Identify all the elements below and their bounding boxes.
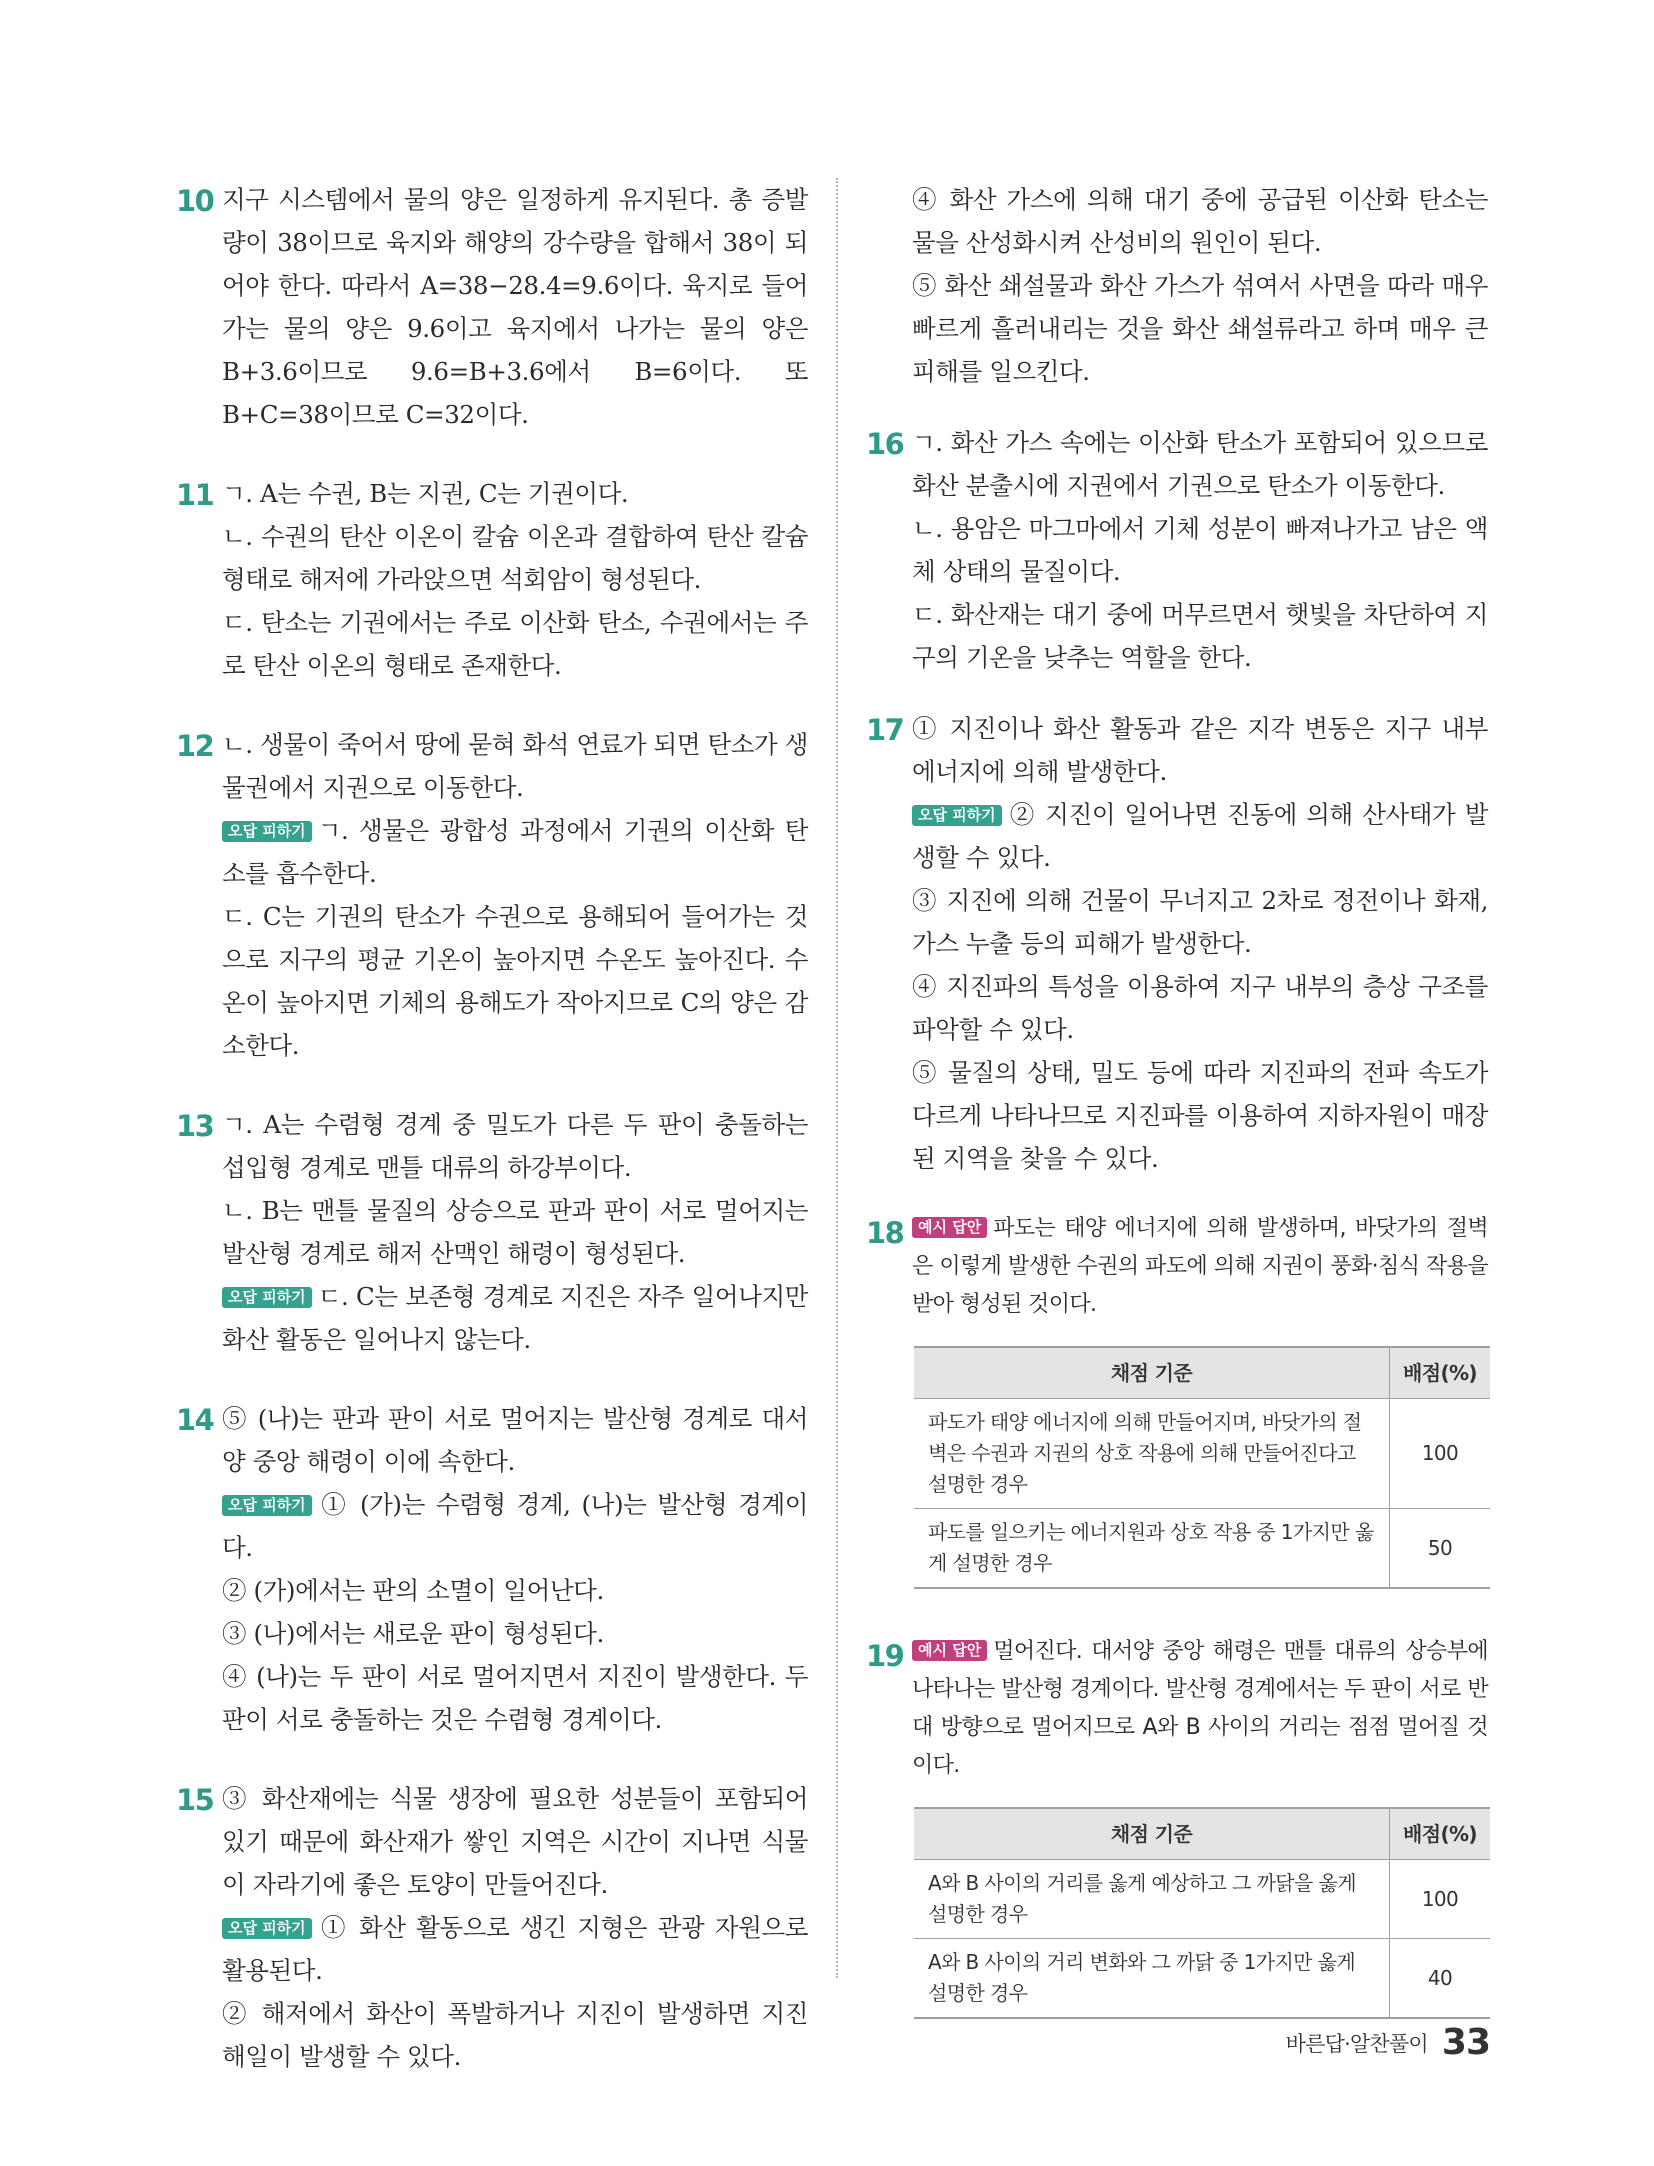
explanation-text: 지구 시스템에서 물의 양은 일정하게 유지된다. 총 증발량이 38이므로 육지와 해양의 강수량을 합해서 38이 되어야 한다. 따라서 A=38−28.4=9.6이다. 육지로 들어가는 물의 양은 9.6이고 육지에서 나가는 물의 양은 B+3.6이므로 9.6=B+3.6에서 B=6이다. 또 B+C=38이므로 C=32이다. <box>222 185 808 429</box>
book-section-label: 바른답·알찬풀이 <box>1285 2031 1428 2056</box>
explanation-text <box>912 1633 1488 1785</box>
table-row <box>914 1509 1490 1589</box>
page-number: 33 <box>1441 2022 1490 2063</box>
answer-17 <box>866 707 1488 1180</box>
explanation-text: 파도는 태양 에너지에 의해 발생하며, 바닷가의 절벽은 이렇게 발생한 수권의 파도에 의해 지권이 풍화·침식 작용을 받아 형성된 것이다. <box>912 1216 1488 1317</box>
explanation-text: ① 지진이나 화산 활동과 같은 지각 변동은 지구 내부 에너지에 의해 발생한다. <box>912 714 1488 786</box>
table-row <box>914 1860 1490 1939</box>
criterion-cell: 파도가 태양 에너지에 의해 만들어지며, 바닷가의 절벽은 수권과 지권의 상호 작용에 의해 만들어진다고 설명한 경우 <box>914 1399 1390 1509</box>
answer-13 <box>176 1103 808 1361</box>
score-cell: 100 <box>1390 1860 1491 1939</box>
explanation-text: ② (가)에서는 판의 소멸이 일어난다. <box>222 1576 604 1605</box>
grading-table <box>914 1346 1490 1589</box>
question-number: 12 <box>176 729 214 763</box>
explanation-text: ⑤ 화산 쇄설물과 화산 가스가 섞여서 사면을 따라 매우 빠르게 흘러내리는 것을 화산 쇄설류라고 하며 매우 큰 피해를 일으킨다. <box>912 271 1488 386</box>
explanation-text <box>912 1210 1488 1324</box>
explanation-text: ㄴ. 용암은 마그마에서 기체 성분이 빠져나가고 남은 액체 상태의 물질이다. <box>912 514 1488 586</box>
explanation-text: ㄱ. A는 수렴형 경계 중 밀도가 다른 두 판이 충돌하는 섭입형 경계로 맨틀 대류의 하강부이다. <box>222 1110 808 1182</box>
explanation-text: ③ 화산재에는 식물 생장에 필요한 성분들이 포함되어 있기 때문에 화산재가 쌓인 지역은 시간이 지나면 식물이 자라기에 좋은 토양이 만들어진다. <box>222 1784 808 1899</box>
table-row <box>914 1939 1490 2019</box>
explanation-text: ㄷ. C는 기권의 탄소가 수권으로 용해되어 들어가는 것으로 지구의 평균 기온이 높아지면 수온도 높아진다. 수온이 높아지면 기체의 용해도가 작아지므로 C의 양은 감소한다. <box>222 902 808 1060</box>
wrong-answer-badge: 오답 피하기 <box>912 805 1002 826</box>
explanation-text: ㄱ. 생물은 광합성 과정에서 기권의 이산화 탄소를 흡수한다. <box>222 816 808 888</box>
question-number: 18 <box>866 1216 904 1250</box>
explanation-text <box>222 1483 808 1569</box>
answer-11 <box>176 472 808 687</box>
question-number: 17 <box>866 713 904 747</box>
explanation-text: ⑤ 물질의 상태, 밀도 등에 따라 지진파의 전파 속도가 다르게 나타나므로 지진파를 이용하여 지하자원이 매장된 지역을 찾을 수 있다. <box>912 1058 1488 1173</box>
score-cell: 50 <box>1390 1509 1491 1589</box>
wrong-answer-badge: 오답 피하기 <box>222 821 312 842</box>
answer-14 <box>176 1397 808 1741</box>
question-number: 19 <box>866 1639 904 1673</box>
left-column <box>176 178 808 2078</box>
answer-19 <box>866 1633 1488 2019</box>
score-cell: 40 <box>1390 1939 1491 2019</box>
explanation-text: ㄱ. A는 수권, B는 지권, C는 기권이다. <box>222 479 629 508</box>
explanation-text: ④ (나)는 두 판이 서로 멀어지면서 지진이 발생한다. 두 판이 서로 충돌하는 것은 수렴형 경계이다. <box>222 1662 808 1734</box>
question-number: 15 <box>176 1783 214 1817</box>
explanation-text: ㄴ. 수권의 탄산 이온이 칼슘 이온과 결합하여 탄산 칼슘 형태로 해저에 가라앉으면 석회암이 형성된다. <box>222 522 808 594</box>
question-number: 13 <box>176 1109 214 1143</box>
wrong-answer-badge: 오답 피하기 <box>222 1287 312 1308</box>
right-column <box>866 178 1488 2019</box>
grading-table <box>914 1807 1490 2019</box>
explanation-text: ㄷ. C는 보존형 경계로 지진은 자주 일어나지만 화산 활동은 일어나지 않는다. <box>222 1282 808 1354</box>
explanation-text: ㄷ. 화산재는 대기 중에 머무르면서 햇빛을 차단하여 지구의 기온을 낮추는 역할을 한다. <box>912 600 1488 672</box>
explanation-text: ② 지진이 일어나면 진동에 의해 산사태가 발생할 수 있다. <box>912 800 1488 872</box>
answer-16 <box>866 421 1488 679</box>
answer-18 <box>866 1210 1488 1589</box>
score-cell: 100 <box>1390 1399 1491 1509</box>
explanation-text <box>222 1906 808 1992</box>
answer-12 <box>176 723 808 1067</box>
explanation-text <box>912 793 1488 879</box>
criterion-cell: A와 B 사이의 거리를 옳게 예상하고 그 까닭을 옳게 설명한 경우 <box>914 1860 1390 1939</box>
criterion-cell: A와 B 사이의 거리 변화와 그 까닭 중 1가지만 옳게 설명한 경우 <box>914 1939 1390 2019</box>
explanation-text: ㄴ. B는 맨틀 물질의 상승으로 판과 판이 서로 멀어지는 발산형 경계로 해저 산맥인 해령이 형성된다. <box>222 1196 808 1268</box>
criteria-header: 채점 기준 <box>914 1347 1390 1399</box>
question-number: 10 <box>176 184 214 218</box>
explanation-text: ㄱ. 화산 가스 속에는 이산화 탄소가 포함되어 있으므로 화산 분출시에 지권에서 기권으로 탄소가 이동한다. <box>912 428 1488 500</box>
answer-10 <box>176 178 808 436</box>
explanation-text: ㄴ. 생물이 죽어서 땅에 묻혀 화석 연료가 되면 탄소가 생물권에서 지권으로 이동한다. <box>222 730 808 802</box>
explanation-text: ② 해저에서 화산이 폭발하거나 지진이 발생하면 지진 해일이 발생할 수 있다. <box>222 1999 808 2071</box>
explanation-text: ③ 지진에 의해 건물이 무너지고 2차로 정전이나 화재, 가스 누출 등의 피해가 발생한다. <box>912 886 1488 958</box>
wrong-answer-badge: 오답 피하기 <box>222 1495 312 1516</box>
question-number: 14 <box>176 1403 214 1437</box>
wrong-answer-badge: 오답 피하기 <box>222 1918 312 1939</box>
explanation-text <box>222 809 808 895</box>
answer-15 <box>176 1777 808 2078</box>
explanation-text: ④ 지진파의 특성을 이용하여 지구 내부의 층상 구조를 파악할 수 있다. <box>912 972 1488 1044</box>
criterion-cell: 파도를 일으키는 에너지원과 상호 작용 중 1가지만 옳게 설명한 경우 <box>914 1509 1390 1589</box>
explanation-text: ㄷ. 탄소는 기권에서는 주로 이산화 탄소, 수권에서는 주로 탄산 이온의 형태로 존재한다. <box>222 608 808 680</box>
explanation-text: 멀어진다. 대서양 중앙 해령은 맨틀 대류의 상승부에 나타나는 발산형 경계이다. 발산형 경계에서는 두 판이 서로 반대 방향으로 멀어지므로 A와 B 사이의 거리는 점점 멀어질 것이다. <box>912 1639 1488 1778</box>
explanation-text: ⑤ (나)는 판과 판이 서로 멀어지는 발산형 경계로 대서양 중앙 해령이 이에 속한다. <box>222 1404 808 1476</box>
explanation-text <box>222 1275 808 1361</box>
explanation-text: ① (가)는 수렴형 경계, (나)는 발산형 경계이다. <box>222 1490 808 1562</box>
explanation-text: ③ (나)에서는 새로운 판이 형성된다. <box>222 1619 604 1648</box>
question-number: 16 <box>866 427 904 461</box>
score-header: 배점(%) <box>1390 1808 1491 1860</box>
score-header: 배점(%) <box>1390 1347 1491 1399</box>
page-footer <box>1286 2022 1490 2063</box>
column-divider <box>836 178 838 1978</box>
explanation-text: ④ 화산 가스에 의해 대기 중에 공급된 이산화 탄소는 물을 산성화시켜 산성비의 원인이 된다. <box>912 185 1488 257</box>
answer-15-continued <box>866 178 1488 393</box>
example-answer-badge: 예시 답안 <box>912 1217 987 1238</box>
explanation-text: ① 화산 활동으로 생긴 지형은 관광 자원으로 활용된다. <box>222 1913 808 1985</box>
criteria-header: 채점 기준 <box>914 1808 1390 1860</box>
table-row <box>914 1399 1490 1509</box>
question-number: 11 <box>176 478 214 512</box>
example-answer-badge: 예시 답안 <box>912 1640 987 1661</box>
